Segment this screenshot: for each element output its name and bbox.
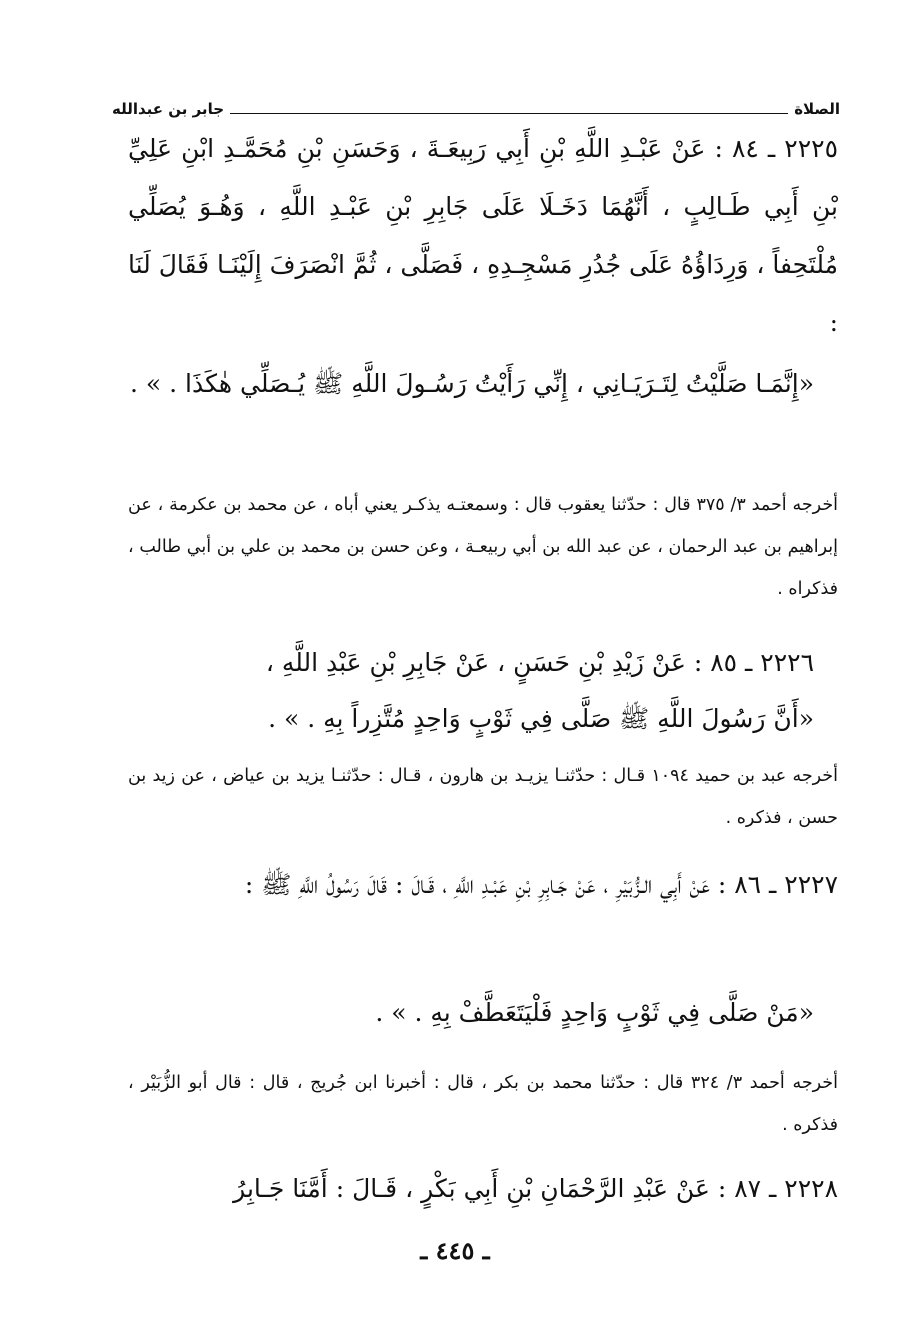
narrator-title: جابر بن عبدالله — [112, 100, 225, 118]
hadith-2228-text: ٢٢٢٨ ـ ٨٧ : عَنْ عَبْدِ الرَّحْمَانِ بْنِ أَبِي بَكْرٍ ، قَـالَ : أَمَّنَا جَـابِرُ — [233, 1174, 838, 1203]
hadith-2226-takhrij: أخرجه عبد بن حميد ١٠٩٤ قـال : حدّثنـا يزيـد بن هارون ، قـال : حدّثنـا يزيد بن عياض ، عن زيد بن حسن ، فذكره . — [128, 766, 838, 828]
hadith-2225-text: ٢٢٢٥ ـ ٨٤ : عَنْ عَبْـدِ اللَّهِ بْنِ أَبِي رَبِيعَـةَ ، وَحَسَنِ بْنِ مُحَمَّـدِ ابْنِ عَلِيِّ بْنِ أَبِي طَـالِبٍ ، أَنَّهُمَا دَخَـلَا عَلَى جَابِرِ بْنِ عَبْـدِ اللَّهِ ، وَهُـوَ يُصَلِّي مُلْتَحِفاً ، وَرِدَاؤُهُ عَلَى جُدُرِ مَسْجِـدِهِ ، فَصَلَّى ، ثُمَّ انْصَرَفَ إِلَيْنَـا فَقَالَ لَنَا : — [128, 134, 839, 337]
hadith-2225-takhrij: أخرجه أحمد ٣/ ٣٧٥ قال : حدّثنا يعقوب قال : وسمعتـه يذكـر يعني أباه ، عن محمد بن عكرمة ، عن إبراهيم بن عبد الرحمان ، عن عبد الله بن أبي ربيعـة ، وعن حسن بن محمد بن علي بن أبي طالب ، فذكراه . — [128, 495, 838, 599]
chapter-title: الصلاة — [794, 100, 840, 118]
hadith-2226-matn: «أَنَّ رَسُولَ اللَّهِ ﷺ صَلَّى فِي ثَوْبٍ وَاحِدٍ مُتَّزِراً بِهِ . » . — [268, 704, 814, 733]
hadith-2225-matn: «إِنَّمَـا صَلَّيْتُ لِتَـرَيَـانِي ، إِنِّي رَأَيْتُ رَسُـولَ اللَّهِ ﷺ يُـصَلِّي هٰكَذَا . » . — [130, 369, 814, 398]
hadith-2226-text: ٢٢٢٦ ـ ٨٥ : عَنْ زَيْدِ بْنِ حَسَنٍ ، عَنْ جَابِرِ بْنِ عَبْدِ اللَّهِ ، — [265, 648, 814, 677]
hadith-2227-matn: «مَنْ صَلَّى فِي ثَوْبٍ وَاحِدٍ فَلْيَتَعَطَّفْ بِهِ . » . — [375, 998, 814, 1027]
page-number: ـ ٤٤٥ ـ — [420, 1236, 490, 1265]
hadith-2227-takhrij: أخرجه أحمد ٣/ ٣٢٤ قال : حدّثنا محمد بن بكر ، قال : أخبرنا ابن جُريج ، قال : قال أبو الزُّبَيْر ، فذكره . — [128, 1073, 838, 1135]
hadith-2227-text: ٢٢٢٧ ـ ٨٦ : عَنْ أَبِي الـزُّبَيْرِ ، عَنْ جَـابِرِ بْنِ عَبْـدِ اللَّهِ ، قَـالَ : قَالَ رَسُولُ اللَّهِ ﷺ : — [244, 870, 838, 899]
header-rule — [230, 113, 788, 114]
running-header — [112, 94, 840, 118]
